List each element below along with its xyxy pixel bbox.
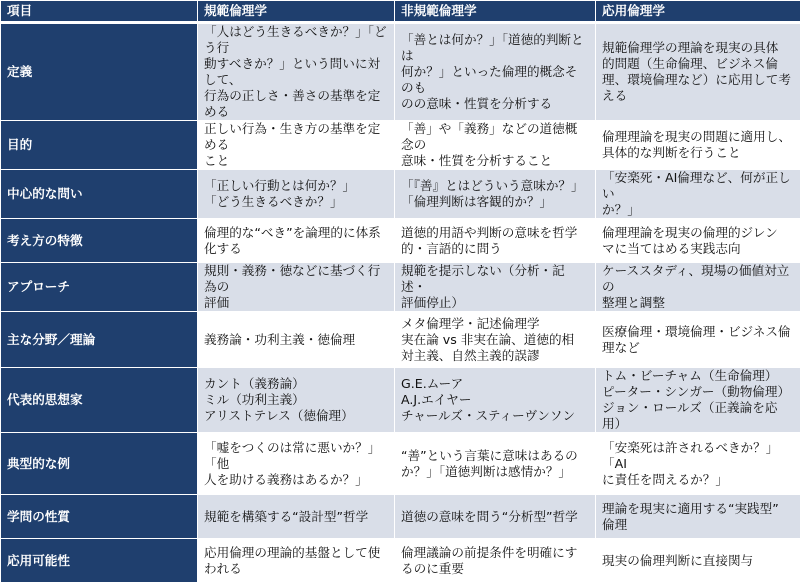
table-row	[1, 368, 800, 433]
table-row	[1, 539, 800, 583]
table-cell: 規範を構築する“設計型”哲学	[198, 495, 395, 539]
row-label: 定義	[1, 23, 198, 121]
table-row	[1, 312, 800, 368]
table-cell: 「『善』とはどういう意味か？」 「倫理判断は客観的か？」	[395, 170, 596, 219]
table-cell: 理論を現実に適用する“実践型” 倫理	[596, 495, 800, 539]
table-cell: カント（義務論） ミル（功利主義） アリストテレス（徳倫理）	[198, 368, 395, 433]
table-row	[1, 263, 800, 312]
table-cell: 医療倫理・環境倫理・ビジネス倫 理など	[596, 312, 800, 368]
row-label: 目的	[1, 121, 198, 170]
row-label: 典型的な例	[1, 433, 198, 495]
table-cell: 応用倫理の理論的基盤として使 われる	[198, 539, 395, 583]
header-non-normative-ethics: 非規範倫理学	[395, 1, 596, 23]
table-cell: メタ倫理学・記述倫理学 実在論 vs 非実在論、道徳的相 対主義、自然主義的誤謬	[395, 312, 596, 368]
table-cell: 正しい行為・生き方の基準を定める こと	[198, 121, 395, 170]
table-cell: 道徳の意味を問う“分析型”哲学	[395, 495, 596, 539]
row-label: 考え方の特徴	[1, 219, 198, 263]
table-cell: 「安楽死・AI倫理など、何が正しい か？」	[596, 170, 800, 219]
table-cell: 規範を提示しない（分析・記述・ 評価停止）	[395, 263, 596, 312]
table-cell: 規則・義務・徳などに基づく行為の 評価	[198, 263, 395, 312]
table-row	[1, 495, 800, 539]
table-cell: 「人はどう生きるべきか？」「どう行 動すべきか？」という問いに対して、 行為の正しさ・善さの基準を定める	[198, 23, 395, 121]
table-row	[1, 433, 800, 495]
table-cell: ケーススタディ、現場の価値対立の 整理と調整	[596, 263, 800, 312]
header-item: 項目	[1, 1, 198, 23]
table-cell: 義務論・功利主義・徳倫理	[198, 312, 395, 368]
table-cell: 倫理理論を現実の倫理的ジレン マに当てはめる実践志向	[596, 219, 800, 263]
table-cell: トム・ビーチャム（生命倫理） ピーター・シンガー（動物倫理） ジョン・ロールズ（正義論を応用）	[596, 368, 800, 433]
table-cell: 規範倫理学の理論を現実の具体 的問題（生命倫理、ビジネス倫 理、環境倫理など）に応用して考 える	[596, 23, 800, 121]
table-cell: G.E.ムーア A.J.エイヤー チャールズ・スティーヴンソン	[395, 368, 596, 433]
table-cell: 倫理議論の前提条件を明確にす るのに重要	[395, 539, 596, 583]
table-row	[1, 23, 800, 121]
row-label: 応用可能性	[1, 539, 198, 583]
table-cell: 「嘘をつくのは常に悪いか？」「他 人を助ける義務はあるか？」	[198, 433, 395, 495]
table-row	[1, 121, 800, 170]
header-applied-ethics: 応用倫理学	[596, 1, 800, 23]
table-cell: 「善とは何か？」「道徳的判断とは 何か？」といった倫理的概念そのも のの意味・性質を分析する	[395, 23, 596, 121]
table-row	[1, 219, 800, 263]
table-cell: 「善」や「義務」などの道徳概念の 意味・性質を分析すること	[395, 121, 596, 170]
row-label: 主な分野／理論	[1, 312, 198, 368]
row-label: 代表的思想家	[1, 368, 198, 433]
table-cell: 道徳的用語や判断の意味を哲学 的・言語的に問う	[395, 219, 596, 263]
header-row	[1, 1, 800, 23]
table-cell: 「安楽死は許されるべきか？」「AI に責任を問えるか？」	[596, 433, 800, 495]
row-label: 中心的な問い	[1, 170, 198, 219]
table-cell: 「正しい行動とは何か？」 「どう生きるべきか？」	[198, 170, 395, 219]
table-cell: 現実の倫理判断に直接関与	[596, 539, 800, 583]
table-cell: 倫理的な“べき”を論理的に体系 化する	[198, 219, 395, 263]
row-label: アプローチ	[1, 263, 198, 312]
row-label: 学問の性質	[1, 495, 198, 539]
header-normative-ethics: 規範倫理学	[198, 1, 395, 23]
table-cell: “善”という言葉に意味はあるの か？」「道徳判断は感情か？」	[395, 433, 596, 495]
table-cell: 倫理理論を現実の問題に適用し、 具体的な判断を行うこと	[596, 121, 800, 170]
table-row	[1, 170, 800, 219]
